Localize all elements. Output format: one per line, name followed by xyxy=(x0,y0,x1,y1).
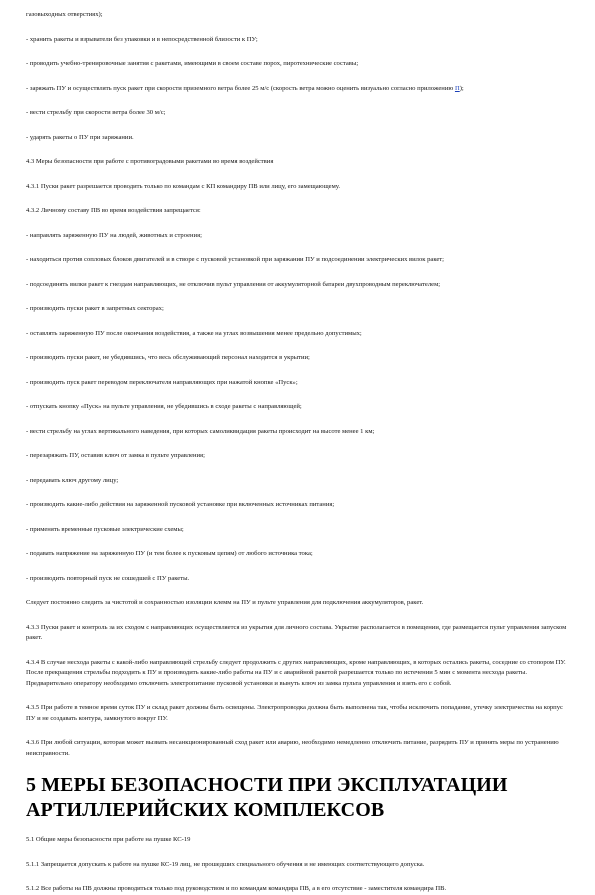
paragraph xyxy=(26,84,571,95)
paragraph: - производить какие-либо действия на заряженной пусковой установке при включенных источниках питания; xyxy=(26,501,335,508)
paragraph: - применять временные пусковые электрические схемы; xyxy=(26,525,184,533)
paragraph: 4.3.1 Пуски ракет разрешается проводить только по командам с КП командиру ПВ или лицу, его замещающему. xyxy=(26,182,341,190)
paragraph: - оставлять заряженную ПУ после окончания воздействия, а также на углах возвышения менее предельно допустимых; xyxy=(26,329,362,337)
paragraph: газовыходных отверстиях); xyxy=(26,11,103,18)
paragraph: 4.3.3 Пуски ракет и контроль за их сходом с направляющих осуществляется из укрытия для личного состава. Укрытие располагается в помещении, где размещается пульт управления запуском ракет. xyxy=(26,623,567,641)
paragraph: - производить пуск ракет переводом переключателя направляющих при нажатой кнопке «Пуск»; xyxy=(26,378,298,386)
paragraph: - передавать ключ другому лицу; xyxy=(26,476,119,484)
paragraph: 4.3.4 В случае несхода ракеты с какой-либо направляющей стрельбу следует продолжить с других направляющих, кроме направляющих, в которых остались ракеты, соседние со стопором ПУ. После прекращения стрельбы подходить к ПУ и производить какие-либо работы на ПУ и с аварийной ракетой разрешается только по истечении 5 мин с момента несхода ракеты. Предварительно оператору необходимо отключить электропитание пусковой установки и вынуть ключ из замка пульта управления и взять его с собой. xyxy=(26,658,566,687)
paragraph: 4.3.6 При любой ситуации, которая может вызвать несанкционированный сход ракет или аварию, необходимо немедленно отключить питание, разрядить ПУ и принять меры по устранению неисправности. xyxy=(26,739,559,757)
paragraph: - подсоединять вилки ракет к гнездам направляющих, не отключив пульт управления от аккумуляторной батареи двухпроводным переключателем; xyxy=(26,280,441,288)
paragraph: Следует постоянно следить за чистотой и сохранностью изоляции клемм на ПУ и пульте управления для подключения аккумуляторов, ракет. xyxy=(26,599,424,606)
section-heading: 5 МЕРЫ БЕЗОПАСНОСТИ ПРИ ЭКСПЛУАТАЦИИ АРТИЛЛЕРИЙСКИХ КОМПЛЕКСОВ xyxy=(26,774,508,821)
paragraph: - производить пуски ракет, не убедившись, что весь обслуживающий персонал находится в укрытии; xyxy=(26,354,310,361)
paragraph: 5.1 Общие меры безопасности при работе на пушке КС-19 xyxy=(26,836,191,843)
paragraph: 4.3 Меры безопасности при работе с противоградовыми ракетами во время воздействия xyxy=(26,158,274,165)
paragraph-text: ); xyxy=(459,84,464,92)
paragraph: - проводить учебно-тренировочные занятия с ракетами, имеющими в своем составе порох, пиротехнические составы; xyxy=(26,60,359,67)
paragraph: - вести стрельбу при скорости ветра более 30 м/с; xyxy=(26,109,166,116)
paragraph: - направлять заряженную ПУ на людей, животных и строения; xyxy=(26,231,202,239)
paragraph: - подавать напряжение на заряженную ПУ (и тем более к пусковым цепям) от любого источника тока; xyxy=(26,550,313,557)
paragraph: - ударять ракеты о ПУ при заряжании. xyxy=(26,133,134,141)
paragraph: - вести стрельбу на углах вертикального наведения, при которых самоликвидация ракеты происходит на высоте менее 1 км; xyxy=(26,427,375,435)
paragraph-text: - заряжать ПУ и осуществлять пуск ракет при скорости приземного ветра более 25 м/с (скорость ветра можно оценить визуально согласно приложению xyxy=(26,84,455,92)
paragraph: - производить повторный пуск не сошедшей с ПУ ракеты. xyxy=(26,574,190,582)
paragraph: - находиться против сопловых блоков двигателей и в створе с пусковой установкой при заряжании ПУ и подсоединении электрических вилок ракет; xyxy=(26,256,445,263)
paragraph: - хранить ракеты и взрыватели без упаковки и в непосредственной близости к ПУ; xyxy=(26,35,258,43)
appendix-link[interactable]: П xyxy=(454,84,460,92)
paragraph: - производить пуски ракет в запретных секторах; xyxy=(26,305,164,312)
paragraph: 5.1.2 Все работы на ПВ должны проводиться только под руководством и по командам командира ПВ, а в его отсутствие - заместителя командира ПВ. xyxy=(26,885,447,892)
paragraph: - перезаряжать ПУ, оставив ключ от замка в пульте управления; xyxy=(26,452,205,459)
paragraph: 5.1.1 Запрещается допускать к работе на пушке КС-19 лиц, не прошедших специального обучения и не имеющих соответствующего допуска. xyxy=(26,860,425,868)
paragraph: - отпускать кнопку «Пуск» на пульте управления, не убедившись в сходе ракеты с направляющей; xyxy=(26,403,302,410)
paragraph: 4.3.5 При работе в темное время суток ПУ и склад ракет должны быть освещены. Электропроводка должна быть выполнена так, чтобы исключить попадание, утечку электричества на корпус ПУ и не создавать контура, замкнутого вокруг ПУ. xyxy=(26,704,563,722)
paragraph: 4.3.2 Личному составу ПВ во время воздействия запрещается: xyxy=(26,207,201,214)
